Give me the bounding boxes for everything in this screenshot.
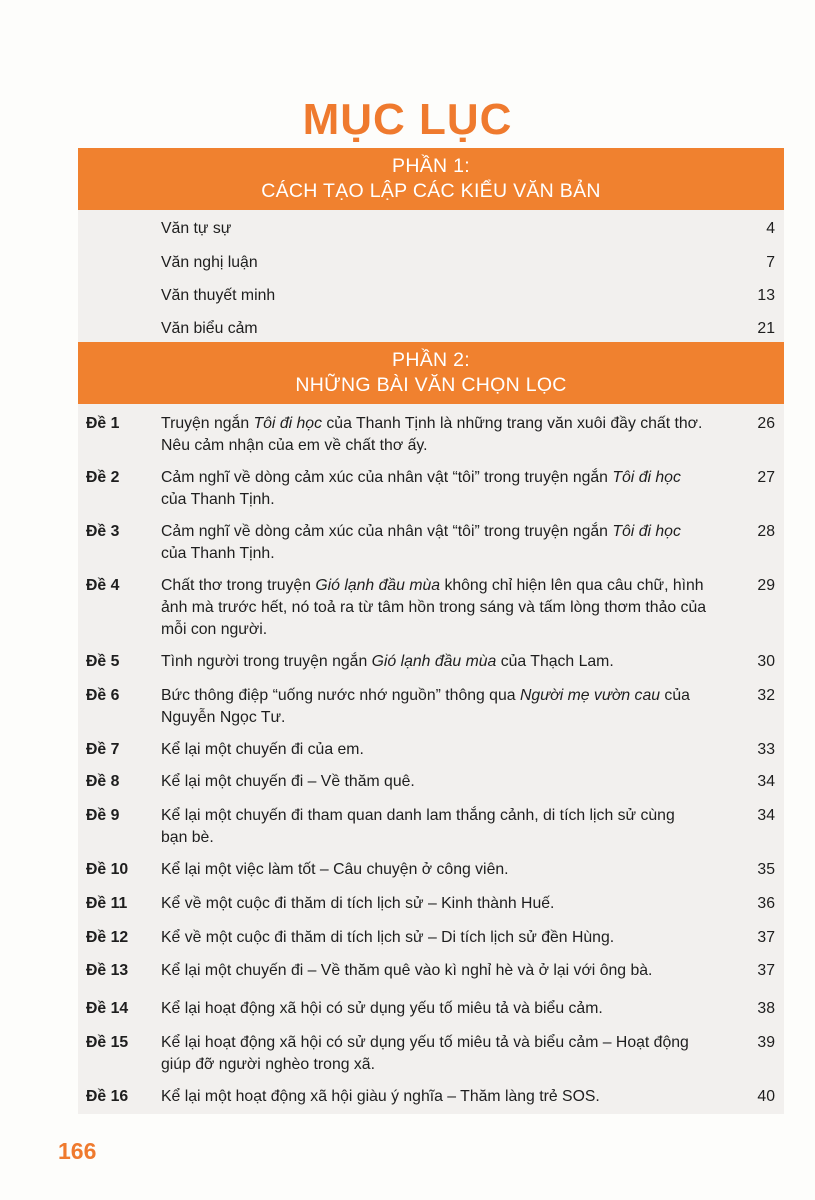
toc-entry-page: 7 xyxy=(766,254,775,271)
toc-entry-page: 33 xyxy=(757,741,775,758)
toc-entry-label: Đề 6 xyxy=(86,687,120,704)
toc-entry-page: 34 xyxy=(757,807,775,824)
work-title: Tôi đi học xyxy=(612,523,681,540)
toc-entry-title xyxy=(161,771,721,793)
part1-header xyxy=(78,148,784,210)
toc-entry-page: 34 xyxy=(757,773,775,790)
toc-entry-line xyxy=(161,413,721,435)
part1-number: PHẦN 1: xyxy=(392,155,470,177)
toc-entry-line xyxy=(161,771,721,793)
toc-entry-page: 32 xyxy=(757,687,775,704)
toc-entry-line xyxy=(161,927,721,949)
toc-entry-label: Đề 5 xyxy=(86,653,120,670)
work-title: Người mẹ vườn cau xyxy=(519,687,661,704)
text-segment: không chỉ hiện lên qua câu chữ, hình xyxy=(440,577,704,594)
toc-entry-label: Đề 12 xyxy=(86,929,129,946)
toc-entry-page: 37 xyxy=(757,962,775,979)
toc-entry-title xyxy=(161,805,721,849)
toc-entry-line xyxy=(161,521,721,543)
toc-entry-label: Đề 15 xyxy=(86,1034,129,1051)
toc-entry-label: Đề 2 xyxy=(86,469,120,486)
toc-entry-page: 28 xyxy=(757,523,775,540)
text-segment: Kể lại một chuyến đi – Về thăm quê vào kì nghỉ hè và ở lại với ông bà. xyxy=(161,962,653,979)
part1-title: CÁCH TẠO LẬP CÁC KIỂU VĂN BẢN xyxy=(261,180,601,202)
part2-header xyxy=(78,342,784,404)
toc-entry-line: của Thanh Tịnh. xyxy=(161,545,275,562)
text-segment: của Thanh Tịnh là những trang văn xuôi đầy chất thơ. xyxy=(322,415,703,432)
toc-entry-title xyxy=(161,651,721,673)
toc-entry-line xyxy=(161,998,721,1020)
toc-entry-line xyxy=(161,1086,721,1108)
toc-entry-line xyxy=(161,467,721,489)
toc-entry-line: Nguyễn Ngọc Tư. xyxy=(161,709,286,726)
toc-entry-line xyxy=(161,1032,721,1054)
toc-entry-page: 29 xyxy=(757,577,775,594)
toc-entry-page: 38 xyxy=(757,1000,775,1017)
toc-entry-title: Văn tự sự xyxy=(161,220,232,237)
toc-entry-title xyxy=(161,413,721,457)
text-segment: Bức thông điệp “uống nước nhớ nguồn” thông qua xyxy=(161,687,520,704)
toc-entry-line xyxy=(161,960,721,982)
toc-entry-title xyxy=(161,927,721,949)
work-title: Gió lạnh đầu mùa xyxy=(371,653,497,670)
toc-entry-title: Văn nghị luận xyxy=(161,254,258,271)
toc-entry-label: Đề 16 xyxy=(86,1088,129,1105)
text-segment: Kể lại một hoạt động xã hội giàu ý nghĩa – Thăm làng trẻ SOS. xyxy=(161,1088,600,1105)
toc-entry-label: Đề 11 xyxy=(86,895,128,912)
toc-entry-page: 36 xyxy=(757,895,775,912)
toc-entry-page: 13 xyxy=(757,287,775,304)
toc-entry-page: 37 xyxy=(757,929,775,946)
text-segment: Kể lại một việc làm tốt – Câu chuyện ở công viên. xyxy=(161,861,509,878)
toc-entry-page: 39 xyxy=(757,1034,775,1051)
part2-number: PHẦN 2: xyxy=(392,349,470,371)
toc-entry-title xyxy=(161,1032,721,1076)
toc-entry-page: 21 xyxy=(757,320,775,337)
toc-entry-line: ảnh mà trước hết, nó toả ra từ tâm hồn trong sáng và tấm lòng thơm thảo của xyxy=(161,599,707,616)
toc-entry-page: 4 xyxy=(766,220,775,237)
toc-entry-line xyxy=(161,651,721,673)
toc-entry-title xyxy=(161,575,721,641)
toc-entry-line xyxy=(161,805,721,827)
toc-entry-page: 26 xyxy=(757,415,775,432)
text-segment: Cảm nghĩ về dòng cảm xúc của nhân vật “tôi” trong truyện ngắn xyxy=(161,469,613,486)
text-segment: của xyxy=(660,687,690,704)
toc-entry-title xyxy=(161,467,721,511)
page-title: MỤC LỤC xyxy=(302,95,513,144)
toc-entry-label: Đề 1 xyxy=(86,415,120,432)
text-segment: Kể lại một chuyến đi tham quan danh lam thắng cảnh, di tích lịch sử cùng xyxy=(161,807,675,824)
text-segment: Chất thơ trong truyện xyxy=(161,577,316,594)
text-segment: Kể lại một chuyến đi của em. xyxy=(161,741,364,758)
toc-entry-title xyxy=(161,739,721,761)
work-title: Gió lạnh đầu mùa xyxy=(315,577,441,594)
toc-entry-line: giúp đỡ người nghèo trong xã. xyxy=(161,1056,375,1073)
toc-entry-title xyxy=(161,960,721,982)
toc-entry-label: Đề 14 xyxy=(86,1000,129,1017)
toc-entry-label: Đề 3 xyxy=(86,523,120,540)
toc-entry-line xyxy=(161,685,721,707)
text-segment: Kể về một cuộc đi thăm di tích lịch sử – Kinh thành Huế. xyxy=(161,895,555,912)
work-title: Tôi đi học xyxy=(612,469,681,486)
toc-entry-title: Văn thuyết minh xyxy=(161,287,276,304)
toc-entry-line: mỗi con người. xyxy=(161,621,268,638)
text-segment: Kể lại một chuyến đi – Về thăm quê. xyxy=(161,773,415,790)
toc-entry-line xyxy=(161,893,721,915)
text-segment: Cảm nghĩ về dòng cảm xúc của nhân vật “tôi” trong truyện ngắn xyxy=(161,523,613,540)
text-segment: Truyện ngắn xyxy=(161,415,254,432)
part2-title: NHỮNG BÀI VĂN CHỌN LỌC xyxy=(295,374,567,396)
text-segment: Tình người trong truyện ngắn xyxy=(161,653,372,670)
toc-entry-page: 35 xyxy=(757,861,775,878)
text-segment: Kể về một cuộc đi thăm di tích lịch sử – Di tích lịch sử đền Hùng. xyxy=(161,929,615,946)
toc-entry-line xyxy=(161,739,721,761)
toc-entry-label: Đề 8 xyxy=(86,773,120,790)
toc-entry-line: bạn bè. xyxy=(161,829,214,846)
toc-entry-title xyxy=(161,521,721,565)
toc-entry-title xyxy=(161,859,721,881)
toc-entry-page: 30 xyxy=(757,653,775,670)
toc-entry-page: 27 xyxy=(757,469,775,486)
toc-entry-title xyxy=(161,998,721,1020)
toc-entry-line: của Thanh Tịnh. xyxy=(161,491,275,508)
toc-entry-label: Đề 13 xyxy=(86,962,129,979)
text-segment: Kể lại hoạt động xã hội có sử dụng yếu tố miêu tả và biểu cảm. xyxy=(161,1000,603,1017)
toc-entry-label: Đề 9 xyxy=(86,807,120,824)
toc-entry-line xyxy=(161,859,721,881)
toc-entry-title xyxy=(161,685,721,729)
page-number: 166 xyxy=(58,1138,97,1164)
text-segment: Kể lại hoạt động xã hội có sử dụng yếu tố miêu tả và biểu cảm – Hoạt động xyxy=(161,1034,689,1051)
toc-entry-label: Đề 7 xyxy=(86,741,120,758)
work-title: Tôi đi học xyxy=(253,415,322,432)
toc-entry-line: Nêu cảm nhận của em về chất thơ ấy. xyxy=(161,437,428,454)
toc-entry-page: 40 xyxy=(757,1088,775,1105)
text-segment: của Thạch Lam. xyxy=(496,653,614,670)
toc-entry-title xyxy=(161,893,721,915)
toc-entry-title xyxy=(161,1086,721,1108)
toc-entry-label: Đề 4 xyxy=(86,577,120,594)
toc-entry-line xyxy=(161,575,721,597)
toc-entry-title: Văn biểu cảm xyxy=(161,320,258,337)
toc-entry-label: Đề 10 xyxy=(86,861,129,878)
